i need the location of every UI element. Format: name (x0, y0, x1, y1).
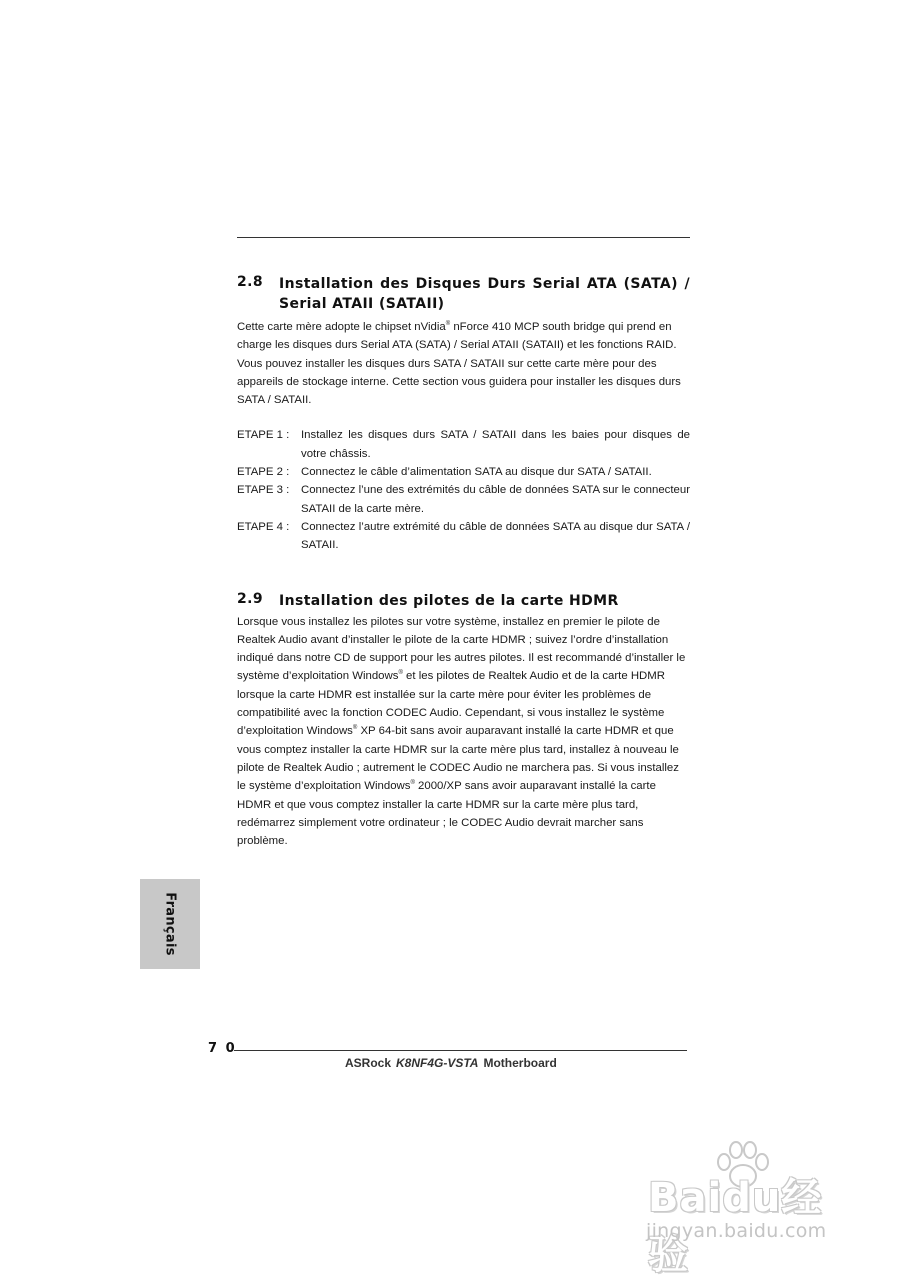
watermark-url: jingyan.baidu.com (646, 1220, 827, 1242)
step-item (237, 463, 690, 481)
step-item (237, 481, 690, 518)
footer-brand: ASRock (345, 1056, 392, 1070)
page-content (237, 274, 690, 850)
baidu-watermark (640, 1140, 860, 1278)
section-heading (237, 591, 690, 611)
page-number: 7 0 (208, 1041, 237, 1056)
step-item (237, 518, 690, 555)
section-2-9 (237, 591, 690, 851)
watermark-logo: Baidu经验 (648, 1175, 823, 1278)
bottom-rule (234, 1050, 687, 1051)
section-title: Installation des Disques Durs Serial ATA (SATA) / Serial ATAII (SATAII) (279, 276, 690, 312)
steps-list (237, 426, 690, 554)
step-text: Installez les disques durs SATA / SATAII dans les baies pour disques de votre châssis. (301, 429, 690, 460)
step-label: ETAPE 2 : (237, 466, 290, 479)
section-number: 2.9 (237, 590, 264, 607)
top-rule (237, 237, 690, 238)
language-label: Français (162, 892, 178, 956)
step-text: Connectez l’une des extrémités du câble de données SATA sur le connecteur SATAII de la carte mère. (301, 484, 690, 515)
section-2-8 (237, 274, 690, 555)
step-label: ETAPE 1 : (237, 429, 290, 442)
step-text: Connectez le câble d’alimentation SATA au disque dur SATA / SATAII. (301, 466, 652, 479)
language-tab (140, 879, 200, 969)
section-heading (237, 274, 690, 314)
step-text: Connectez l’autre extrémité du câble de données SATA au disque dur SATA / SATAII. (301, 520, 690, 552)
footer-model: K8NF4G-VSTA (396, 1056, 479, 1070)
footer-product: Motherboard (483, 1056, 557, 1070)
section-body: Lorsque vous installez les pilotes sur votre système, installez en premier le pilote de Realtek Audio avant d’installer le pilote de la carte HDMR ; suivez l’ordre d’installation indiqué dans notre CD de support pour les autres pilotes. Il est recommandé d’installer le système d’exploitation Windows® et les pilotes de Realtek Audio et de la carte HDMR lorsque la carte HDMR est installée sur la carte mère pour éviter les problèmes de compatibilité avec la fonction CODEC Audio. Cependant, si vous installez le système d’exploitation Windows® XP 64-bit sans avoir auparavant installé la carte HDMR et que vous comptez installer la carte HDMR sur la carte mère plus tard, installez à nouveau le pilote de Realtek Audio ; autrement le CODEC Audio ne marchera pas. Si vous installez le système d’exploitation Windows® 2000/XP sans avoir auparavant installé la carte HDMR et que vous comptez installer la carte HDMR sur la carte mère plus tard, redémarrez simplement votre ordinateur ; le CODEC Audio devrait marcher sans problème. (237, 615, 686, 848)
section-number: 2.8 (237, 274, 264, 290)
section-intro: Cette carte mère adopte le chipset nVidia® nForce 410 MCP south bridge qui prend en charge les disques durs Serial ATA (SATA) / Serial ATAII (SATAII) et les fonctions RAID. Vous pouvez installer les disques durs SATA / SATAII sur cette carte mère pour des appareils de stockage interne. Cette section vous guidera pour installer les disques durs SATA / SATAII. (237, 321, 681, 407)
section-title: Installation des pilotes de la carte HDMR (279, 592, 619, 609)
step-item (237, 426, 690, 463)
step-label: ETAPE 3 : (237, 484, 290, 497)
step-label: ETAPE 4 : (237, 520, 290, 533)
footer (345, 1056, 557, 1070)
